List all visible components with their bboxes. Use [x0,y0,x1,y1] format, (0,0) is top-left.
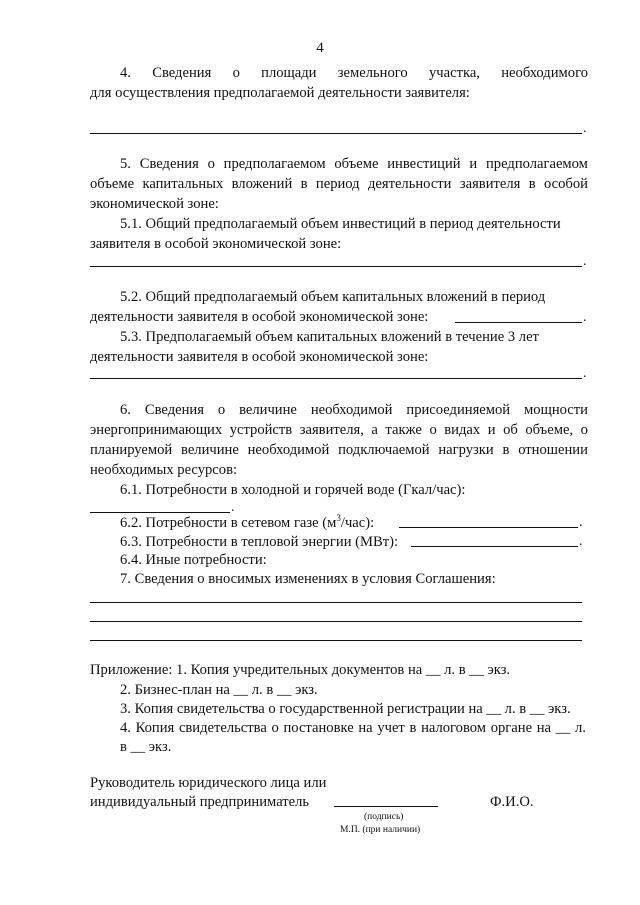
s7-fill-line-2 [90,621,582,622]
s52-line1: 5.2. Общий предполагаемый объем капитальных вложений в период [120,289,546,305]
s4-period: . [583,121,587,136]
s52-line2: деятельности заявителя в особой экономической зоне: [90,309,429,325]
signature-line [334,806,438,807]
fio-label: Ф.И.О. [490,794,534,810]
s53-line2: деятельности заявителя в особой экономической зоне: [90,349,429,365]
attachment-1: Приложение: 1. Копия учредительных документов на __ л. в __ экз. [90,662,511,678]
s53-period: . [583,366,587,381]
s62-line: 6.2. Потребности в сетевом газе $(м^3/час)$: [120,513,375,531]
s61-fill-line [90,512,230,513]
s4-line1: 4. Сведения о площади земельного участка, необходимого [120,65,588,81]
stamp-note: М.П. (при наличии) [340,825,421,835]
attachment-4-line1: 4. Копия свидетельства о постановке на учет в налоговом органе на __ л. [120,720,586,736]
attachment-4-line2: в __ экз. [120,739,172,755]
s6-line1: 6. Сведения о величине необходимой присоединяемой мощности [120,402,588,418]
s53-line1: 5.3. Предполагаемый объем капитальных вложений в течение 3 лет [120,329,539,345]
s64-line: 6.4. Иные потребности: [120,552,267,568]
s61-period: . [231,500,235,515]
s7-fill-line-3 [90,640,582,641]
attachment-3: 3. Копия свидетельства о государственной регистрации на __ л. в __ экз. [120,701,571,717]
s63-fill-line [411,546,578,547]
s62-period: . [579,515,583,530]
s7-line: 7. Сведения о вносимых изменениях в условия Соглашения: [120,571,496,587]
signatory-line2: индивидуальный предприниматель [90,794,310,810]
s63-period: . [579,534,583,549]
s62-fill-line [399,527,578,528]
s53-fill-line [90,378,582,379]
s51-period: . [583,254,587,269]
signatory-line1: Руководитель юридического лица или [90,775,327,791]
signature-caption: (подпись) [364,812,404,822]
s51-fill-line [90,266,582,267]
s7-fill-line-1 [90,602,582,603]
page-number: 4 [316,40,324,56]
s5-line1: 5. Сведения о предполагаемом объеме инвестиций и предполагаемом [120,156,588,172]
s6-line4: необходимых ресурсов: [90,462,238,478]
s52-fill-line [455,322,582,323]
s51-line1: 5.1. Общий предполагаемый объем инвестиций в период деятельности [120,216,561,232]
s61-line: 6.1. Потребности в холодной и горячей воде (Гкал/час): [120,482,466,498]
attachment-2: 2. Бизнес-план на __ л. в __ экз. [120,682,318,698]
s6-line2: энергопринимающих устройств заявителя, а также о видах и об объеме, о [90,422,588,438]
s4-line2: для осуществления предполагаемой деятельности заявителя: [90,85,470,101]
s63-line: 6.3. Потребности в тепловой энергии (МВт): [120,534,399,550]
s4-fill-line [90,133,582,134]
s5-line2: объеме капитальных вложений в период деятельности заявителя в особой [90,176,588,192]
s6-line3: планируемой величине необходимой подключаемой нагрузки в отношении [90,442,588,458]
s52-period: . [583,310,587,325]
s5-line3: экономической зоне: [90,196,219,212]
s51-line2: заявителя в особой экономической зоне: [90,236,342,252]
